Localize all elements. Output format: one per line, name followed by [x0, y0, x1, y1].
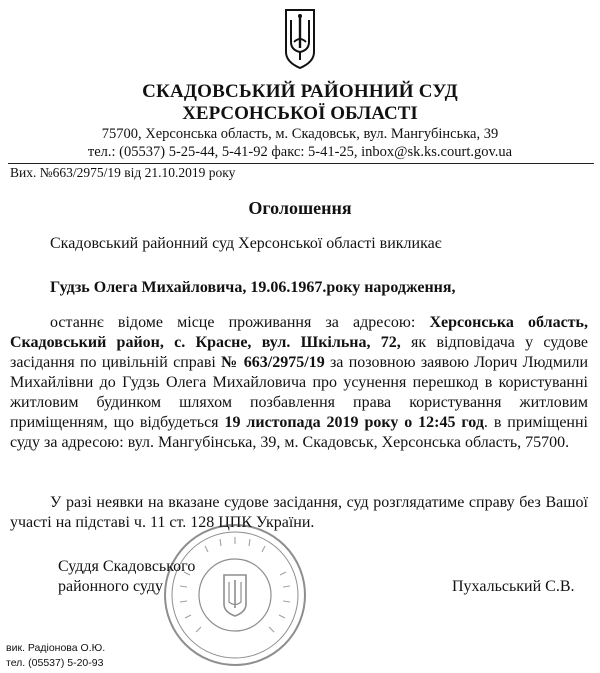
paragraph-defendant: Гудзь Олега Михайловича, 19.06.1967.року народження,	[50, 279, 456, 296]
p4-text: У разі неявки на вказане судове засідання, суд розглядатиме справу без Вашої участі на підставі ч. 11 ст. 128 ЦПК України.	[10, 494, 588, 531]
p3-case-number: № 663/2975/19	[221, 354, 325, 371]
court-address: 75700, Херсонська область, м. Скадовськ, вул. Мангубінська, 39	[101, 126, 499, 142]
document-title: Оголошення	[248, 198, 352, 218]
court-name-line2: ХЕРСОНСЬКОЇ ОБЛАСТІ	[182, 103, 418, 124]
paragraph-summons: Скадовський районний суд Херсонської області викликає	[50, 235, 442, 252]
executor-phone: тел. (05537) 5-20-93	[6, 657, 104, 669]
p3-text-g: . в приміщенні суду за адресою: вул. Мангубінська, 39, м. Скадовськ, Херсонська область, 75700.	[10, 414, 588, 451]
judge-title-line1: Суддя Скадовського	[58, 558, 196, 575]
p3-text-a: останнє відоме місце проживання за адресою:	[50, 314, 430, 331]
judge-name: Пухальський С.В.	[452, 578, 575, 595]
trident-coat-of-arms-icon	[283, 8, 317, 70]
court-name-line1: СКАДОВСЬКИЙ РАЙОННИЙ СУД	[142, 81, 458, 102]
judge-title-line2: районного суду	[58, 578, 163, 595]
court-seal-stamp-icon	[160, 520, 310, 670]
outgoing-reference: Вих. №663/2975/19 від 21.10.2019 року	[10, 165, 236, 180]
court-contacts: тел.: (05537) 5-25-44, 5-41-92 факс: 5-41-25, inbox@sk.ks.court.gov.ua	[87, 144, 513, 160]
header-divider	[8, 163, 594, 164]
p3-text-c: як відповідача у судове засідання по цивільній справі	[10, 334, 589, 371]
p3-hearing-date: 19 листопада 2019 року о 12:45 год	[224, 414, 484, 431]
paragraph-hearing-details	[10, 313, 588, 453]
p3-address: Херсонська область, Скадовський район, с. Красне, вул. Шкільна, 72,	[10, 314, 588, 351]
p3-text-e: за позовною заявою Лорич Людмили Михайлівни до Гудзь Олега Михайловича про усунення перешкод в користуванні житловим будинком шляхом позбавлення права користування житловим приміщенням, що відбудеться	[10, 354, 589, 431]
executor-name: вик. Радіонова О.Ю.	[6, 642, 106, 654]
